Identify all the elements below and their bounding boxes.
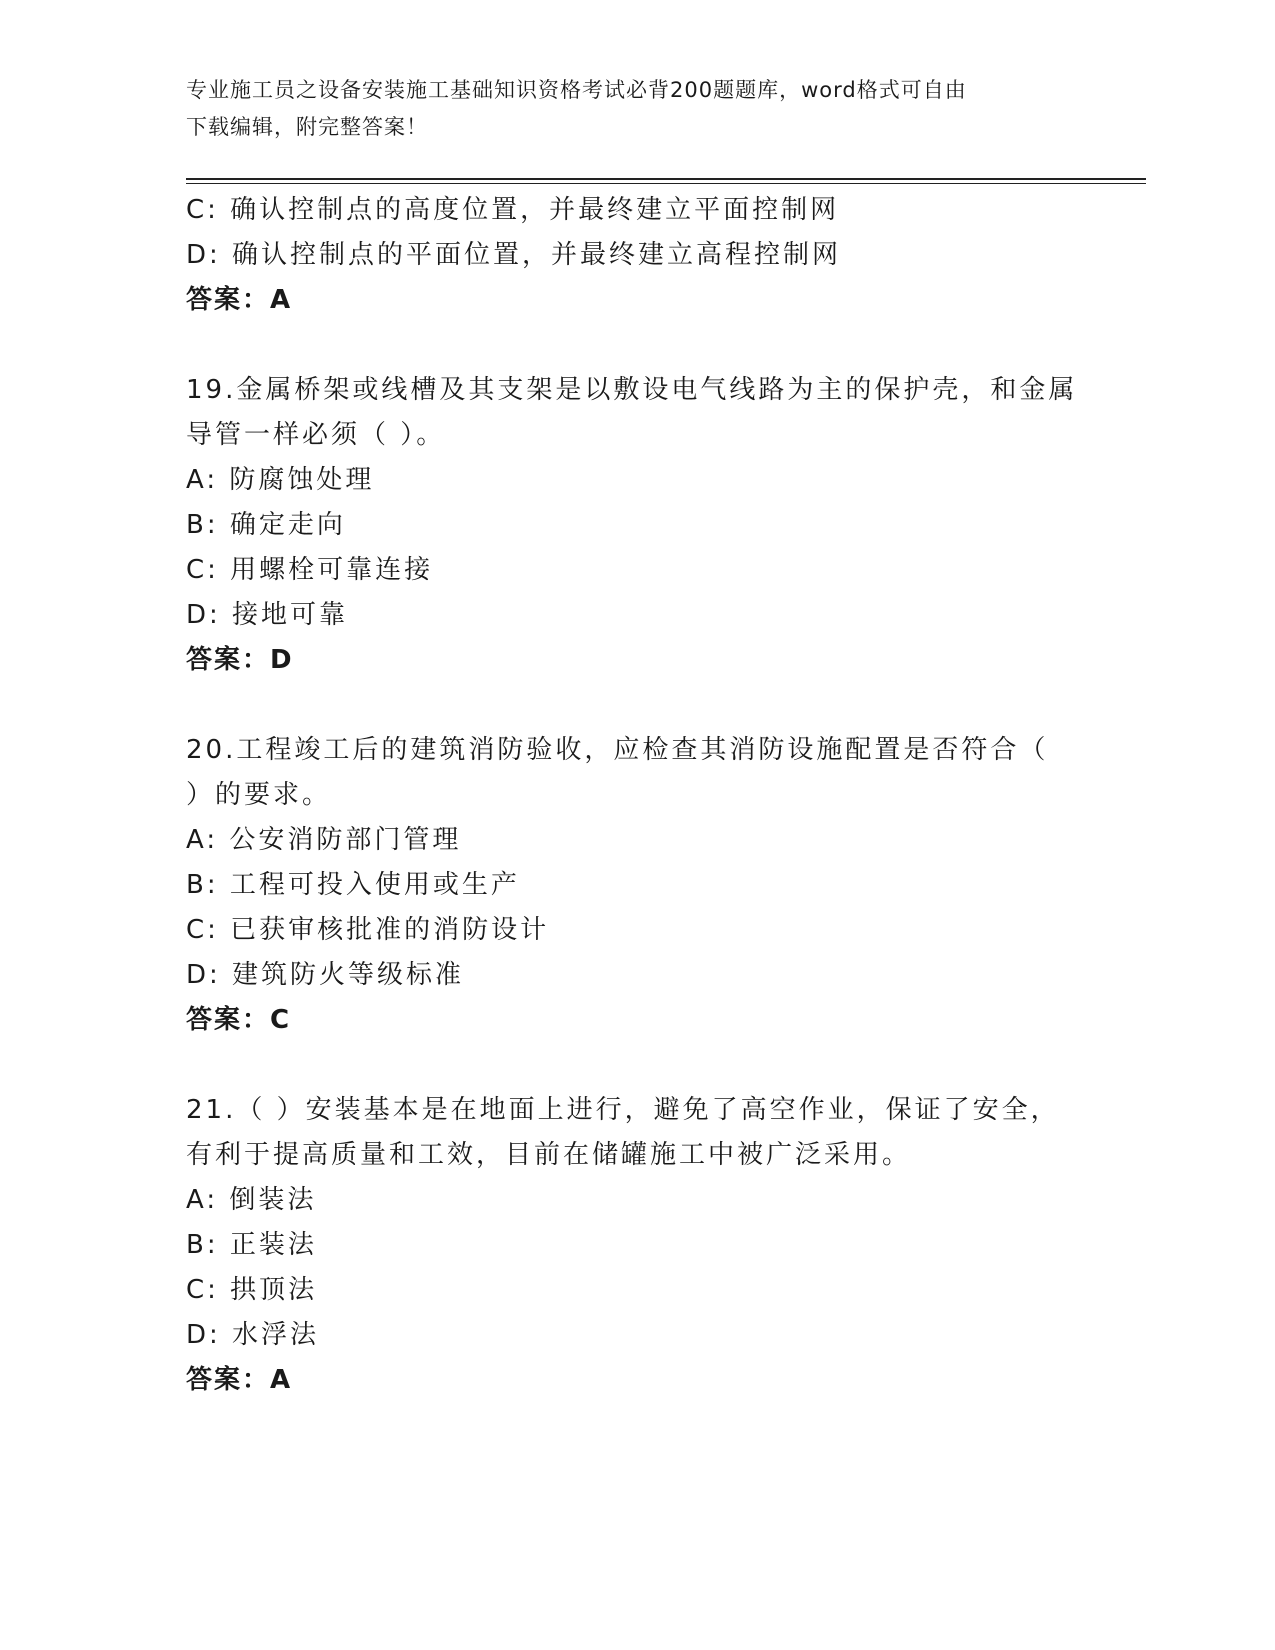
question-text-line-2: 导管一样必须（ ）。 — [186, 420, 446, 450]
question-18-tail — [186, 188, 1086, 323]
option-d: D: 水浮法 — [186, 1320, 320, 1350]
answer-line: 答案：A — [186, 1365, 293, 1395]
question-19 — [186, 368, 1086, 683]
question-text-line-1: 21.（ ）安装基本是在地面上进行，避免了高空作业，保证了安全， — [186, 1095, 1060, 1125]
option-d: D: 确认控制点的平面位置，并最终建立高程控制网 — [186, 240, 842, 270]
option-c: C: 拱顶法 — [186, 1275, 318, 1305]
option-a: A: 倒装法 — [186, 1185, 317, 1215]
option-c: C: 已获审核批准的消防设计 — [186, 915, 550, 945]
header-line-2: 下载编辑，附完整答案！ — [186, 115, 428, 139]
question-list — [186, 188, 1086, 1403]
option-b: B: 确定走向 — [186, 510, 346, 540]
spacer — [186, 323, 1086, 368]
question-text-line-2: 有利于提高质量和工效，目前在储罐施工中被广泛采用。 — [186, 1140, 912, 1170]
question-21 — [186, 1088, 1086, 1403]
question-text-line-1: 19.金属桥架或线槽及其支架是以敷设电气线路为主的保护壳，和金属 — [186, 375, 1078, 405]
option-a: A: 公安消防部门管理 — [186, 825, 462, 855]
question-20 — [186, 728, 1086, 1043]
header-line-1: 专业施工员之设备安装施工基础知识资格考试必背200题题库，word格式可自由 — [186, 78, 967, 102]
option-d: D: 建筑防火等级标准 — [186, 960, 465, 990]
option-d: D: 接地可靠 — [186, 600, 349, 630]
question-text-line-1: 20.工程竣工后的建筑消防验收，应检查其消防设施配置是否符合（ — [186, 735, 1049, 765]
answer-line: 答案：C — [186, 1005, 292, 1035]
header-divider-thin — [186, 183, 1146, 184]
spacer — [186, 1043, 1086, 1088]
document-header — [186, 72, 1066, 146]
answer-line: 答案：D — [186, 645, 294, 675]
option-c: C: 确认控制点的高度位置，并最终建立平面控制网 — [186, 195, 840, 225]
header-divider — [186, 178, 1146, 180]
spacer — [186, 683, 1086, 728]
option-a: A: 防腐蚀处理 — [186, 465, 375, 495]
answer-line: 答案：A — [186, 285, 293, 315]
option-b: B: 工程可投入使用或生产 — [186, 870, 520, 900]
question-text-line-2: ）的要求。 — [186, 780, 332, 810]
option-c: C: 用螺栓可靠连接 — [186, 555, 434, 585]
option-b: B: 正装法 — [186, 1230, 317, 1260]
